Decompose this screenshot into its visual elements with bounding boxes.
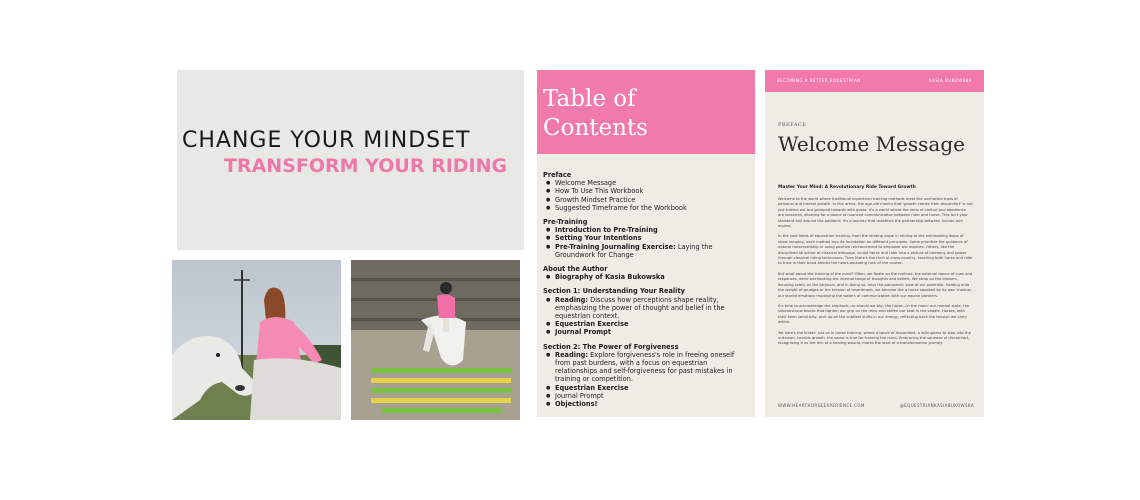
toc-item	[555, 351, 751, 384]
toc-item-label: Introduction to Pre-Training	[555, 226, 658, 235]
welcome-footer-handle: @EQUESTRIANKASIABUKOWSKA	[899, 403, 974, 408]
toc-item	[555, 392, 751, 400]
toc-item	[555, 400, 751, 408]
welcome-page	[765, 70, 984, 417]
toc-item	[555, 234, 751, 242]
toc-section-title: Preface	[543, 171, 572, 179]
welcome-title: Welcome Message	[778, 132, 965, 156]
toc-item-label: How To Use This Workbook	[555, 187, 644, 196]
welcome-footer-website: WWW.HEARTHORSEEXPERIENCE.COM	[778, 403, 865, 408]
toc-header	[537, 70, 755, 154]
promo-banner	[177, 70, 524, 250]
toc-item-label: Objections!	[555, 400, 598, 409]
welcome-header-left: BECOMING A BETTER EQUESTRIAN	[777, 78, 861, 83]
toc-item-label: Journal Prompt	[555, 391, 604, 400]
welcome-section-label: PREFACE	[778, 122, 807, 128]
toc-item-label: Setting Your Intentions	[555, 234, 642, 243]
toc-list	[543, 171, 751, 408]
toc-item	[555, 328, 751, 336]
toc-item-label: Journal Prompt	[555, 328, 611, 337]
toc-item-description: Explore forgiveness's role in freeing oneself from past burdens, with a focus on equestrian relationships and self-forgiveness for past mistakes in training or competition.	[555, 350, 735, 384]
toc-item	[555, 243, 751, 259]
toc-section-title: About the Author	[543, 265, 608, 274]
toc-section-title: Section 1: Understanding Your Reality	[543, 287, 685, 296]
welcome-paragraph: Welcome to the world where traditional equestrian training methods meet the uncharted trails of personal and mental growth. In this arena, the age-old maxim that 'growth comes from discomfort' is not just trotted out but galloped towards with gusto. It's a world where the reins of control and obedience are loosened, allowing for a dance of nuanced communication between rider and horse. This isn't your standard trot around the paddock; it's a journey that redefines the partnership between human and equine.	[778, 197, 973, 229]
toc-item	[555, 187, 751, 195]
toc-item-label: Pre-Training Journaling Exercise:	[555, 242, 676, 251]
welcome-paragraph: Yet here's the kicker: just as in horse training, where a touch of discomfort, a willingness to step into the unknown, heralds growth, the same is true for training the mind. Embracing the squeeze of discomfort, recognizing it as the itch of a healing wound, marks the start of a transformative journey.	[778, 330, 971, 346]
toc-item-list	[543, 351, 751, 408]
welcome-body	[778, 197, 973, 352]
toc-item-list	[543, 296, 751, 337]
toc-title: Table of Contents	[543, 86, 648, 141]
welcome-header-right: KASIA BUKOWSKA	[928, 78, 972, 83]
toc-page	[537, 70, 755, 417]
toc-item-label: Suggested Timeframe for the Workbook	[555, 203, 687, 212]
welcome-paragraph: In the vast fields of equestrian training, from the striding slope in reining to the exhilarating leaps of show jumping, each method lays its foundation on different principles. Some prioritize the guidance of natural horsemanship or using positive reinforcement to empower our equines. Others, like the disciplined structure of classical dressage, sculpt horse and rider into a picture of harmony and power through classical riding techniques. Then there's the thrill of cross-country, teaching both horse and rider to trust in their bond amidst the heart-pounding rush of the course.	[778, 234, 973, 266]
toc-item	[555, 384, 751, 392]
toc-item-list	[543, 273, 751, 281]
toc-item-label: Equestrian Exercise	[555, 383, 629, 392]
photo-woman-with-horse	[172, 260, 341, 420]
toc-section-title: Section 2: The Power of Forgiveness	[543, 342, 679, 351]
toc-item-description: Laying the Groundwork for Change	[555, 242, 713, 259]
toc-item	[555, 320, 751, 328]
toc-section-title: Pre-Training	[543, 218, 588, 227]
toc-item-description: Discuss how perceptions shape reality, emphasizing the power of thought and belief in the equestrian context.	[555, 295, 725, 321]
toc-item-label: Equestrian Exercise	[555, 320, 629, 329]
banner-headline: CHANGE YOUR MINDSET	[182, 128, 471, 153]
toc-item-list	[543, 179, 751, 212]
welcome-header-bar	[765, 70, 984, 92]
toc-item	[555, 273, 751, 281]
banner-subheadline: TRANSFORM YOUR RIDING	[224, 155, 508, 177]
toc-item-label: Reading:	[555, 350, 589, 359]
toc-item-label: Welcome Message	[555, 179, 617, 188]
toc-item-label: Reading:	[555, 295, 589, 304]
welcome-subtitle: Master Your Mind: A Revolutionary Ride Toward Growth	[778, 185, 916, 190]
toc-item-list	[543, 226, 751, 259]
welcome-paragraph: But what about the training of the mind? Often, we fixate on the method, the external dance of cues and responses, while overlooking the internal tango of thoughts and beliefs. We strap on the blinkers, focusing solely on the physical, and in doing so, miss the panoramic view of our potential. Holding onto the weight of grudges or the tension of resentment, we become like a horse spooked by its own shadow, our stored emotions muddying the waters of communication with our equine partners.	[778, 271, 973, 298]
photo-rider-jumping	[351, 260, 520, 420]
toc-item	[555, 204, 751, 212]
toc-item	[555, 196, 751, 204]
toc-item	[555, 296, 751, 321]
toc-item	[555, 226, 751, 234]
toc-item-label: Growth Mindset Practice	[555, 195, 636, 204]
toc-item	[555, 179, 751, 187]
toc-item-label: Biography of Kasia Bukowska	[555, 273, 665, 282]
welcome-paragraph: It's time to acknowledge the elephant—or should we say, the horse—in the room: our mental state, the subconscious blocks that tighten our grip on the reins and stiffen our seat in the saddle. Horses, with their keen sensitivity, pick up on the subtlest shifts in our energy, reflecting back the tension we carry within.	[778, 303, 970, 325]
